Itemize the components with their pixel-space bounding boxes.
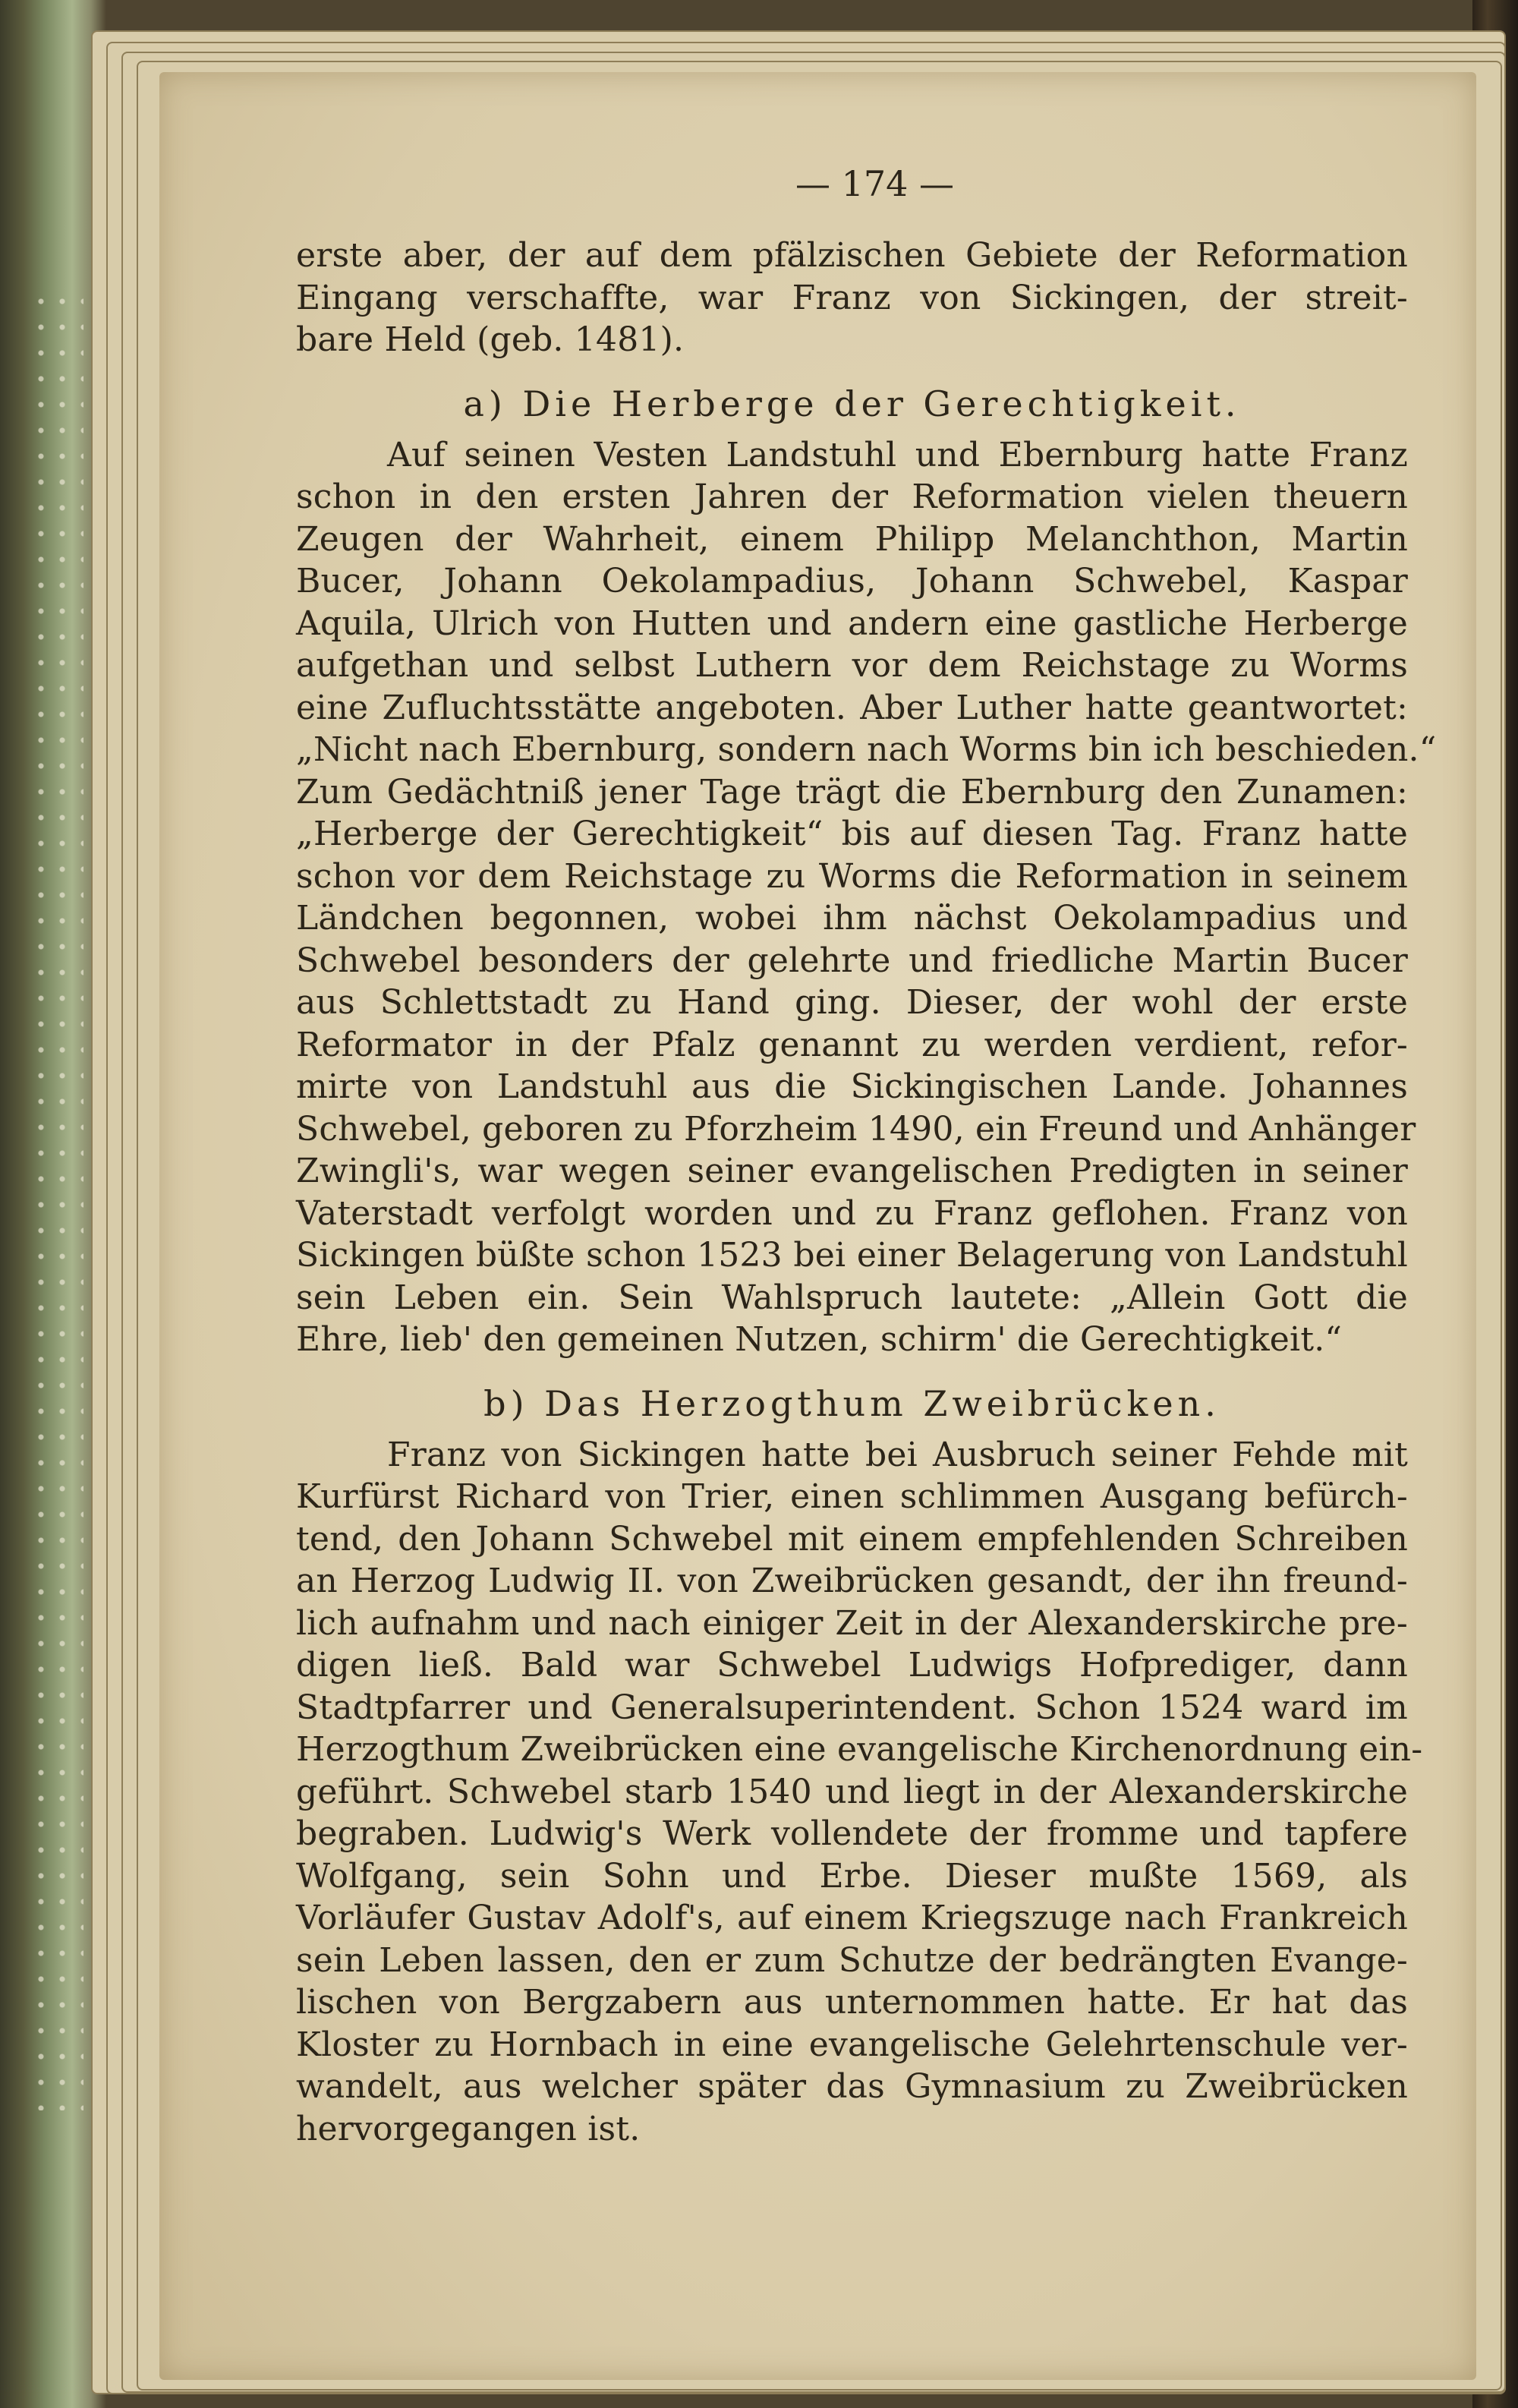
text-line: Eingang verschaffte, war Franz von Sickingen, der streit- (296, 278, 1408, 317)
text-line: Auf seinen Vesten Landstuhl und Ebernburg hatte Franz (387, 435, 1408, 474)
text-line: lich aufnahm und nach einiger Zeit in der Alexanderskirche pre- (296, 1603, 1408, 1643)
text-line: Zwingli's, war wegen seiner evangelischen Predigten in seiner (296, 1152, 1408, 1190)
text-line: Schwebel besonders der gelehrte und friedliche Martin Bucer (296, 941, 1408, 980)
text-line: Vorläufer Gustav Adolf's, auf einem Kriegszuge nach Frankreich (296, 1899, 1408, 1937)
text-line: Kurfürst Richard von Trier, einen schlimmen Ausgang befürch- (296, 1477, 1408, 1516)
text-line: Franz von Sickingen hatte bei Ausbruch seiner Fehde mit (387, 1435, 1408, 1474)
text-line: bare Held (geb. 1481). (296, 320, 685, 359)
text-line: Vaterstadt verfolgt worden und zu Franz geflohen. Franz von (296, 1193, 1408, 1233)
text-line: geführt. Schwebel starb 1540 und liegt in der Alexanderskirche (296, 1772, 1408, 1811)
text-line: an Herzog Ludwig II. von Zweibrücken gesandt, der ihn freund- (296, 1562, 1408, 1600)
text-line: Stadtpfarrer und Generalsuperintendent. Schon 1524 ward im (296, 1688, 1408, 1727)
text-line: Herzogthum Zweibrücken eine evangelische Kirchenordnung ein- (296, 1730, 1423, 1769)
text-line: digen ließ. Bald war Schwebel Ludwigs Hofprediger, dann (296, 1646, 1408, 1685)
text-line: Schwebel, geboren zu Pforzheim 1490, ein Freund und Anhänger (296, 1109, 1416, 1149)
text-line: Bucer, Johann Oekolampadius, Johann Schwebel, Kaspar (296, 562, 1408, 600)
text-line: tend, den Johann Schwebel mit einem empfehlenden Schreiben (296, 1519, 1408, 1559)
text-line: begraben. Ludwig's Werk vollendete der fromme und tapfere (296, 1814, 1408, 1853)
text-line: wandelt, aus welcher später das Gymnasium zu Zweibrücken (296, 2067, 1408, 2106)
text-line: Zeugen der Wahrheit, einem Philipp Melanchthon, Martin (296, 519, 1408, 559)
page-text (296, 163, 1437, 2150)
text-line: sein Leben ein. Sein Wahlspruch lautete: „Allein Gott die (296, 1278, 1408, 1317)
page-number: — 174 — (795, 163, 955, 204)
text-line: Ehre, lieb' den gemeinen Nutzen, schirm' die Gerechtigkeit.“ (296, 1320, 1343, 1359)
section-b-heading: b) Das Herzogthum Zweibrücken. (483, 1382, 1220, 1424)
text-line: Sickingen büßte schon 1523 bei einer Belagerung von Landstuhl (296, 1236, 1408, 1275)
text-line: Reformator in der Pfalz genannt zu werden verdient, refor- (296, 1025, 1408, 1064)
text-line: Kloster zu Hornbach in eine evangelische Gelehrtenschule ver- (296, 2025, 1408, 2064)
section-a-heading: a) Die Herberge der Gerechtigkeit. (463, 383, 1241, 424)
text-line: „Nicht nach Ebernburg, sondern nach Worms bin ich beschieden.“ (296, 730, 1437, 769)
section-a-paragraph (296, 434, 1437, 1361)
text-line: hervorgegangen ist. (296, 2109, 641, 2148)
text-line: aus Schlettstadt zu Hand ging. Dieser, der wohl der erste (296, 983, 1408, 1022)
text-line: lischen von Bergzabern aus unternommen hatte. Er hat das (296, 1983, 1408, 2022)
cover-pattern (30, 288, 83, 2110)
text-line: erste aber, der auf dem pfälzischen Gebiete der Reformation (296, 236, 1408, 275)
text-line: sein Leben lassen, den er zum Schutze der bedrängten Evange- (296, 1940, 1408, 1980)
text-line: Ländchen begonnen, wobei ihm nächst Oekolampadius und (296, 899, 1408, 938)
text-line: mirte von Landstuhl aus die Sickingischen Lande. Johannes (296, 1067, 1408, 1106)
text-line: „Herberge der Gerechtigkeit“ bis auf diesen Tag. Franz hatte (296, 815, 1408, 853)
text-line: schon vor dem Reichstage zu Worms die Reformation in seinem (296, 856, 1408, 896)
text-line: Wolfgang, sein Sohn und Erbe. Dieser mußte 1569, als (296, 1856, 1408, 1896)
text-line: eine Zufluchtsstätte angeboten. Aber Luther hatte geantwortet: (296, 688, 1408, 727)
section-b-paragraph (296, 1434, 1423, 2151)
text-line: Zum Gedächtniß jener Tage trägt die Ebernburg den Zunamen: (296, 772, 1408, 812)
text-line: aufgethan und selbst Luthern vor dem Reichstage zu Worms (296, 646, 1408, 685)
intro-paragraph (296, 235, 1408, 361)
text-line: schon in den ersten Jahren der Reformation vielen theuern (296, 478, 1408, 516)
text-line: Aquila, Ulrich von Hutten und andern eine gastliche Herberge (296, 604, 1408, 643)
